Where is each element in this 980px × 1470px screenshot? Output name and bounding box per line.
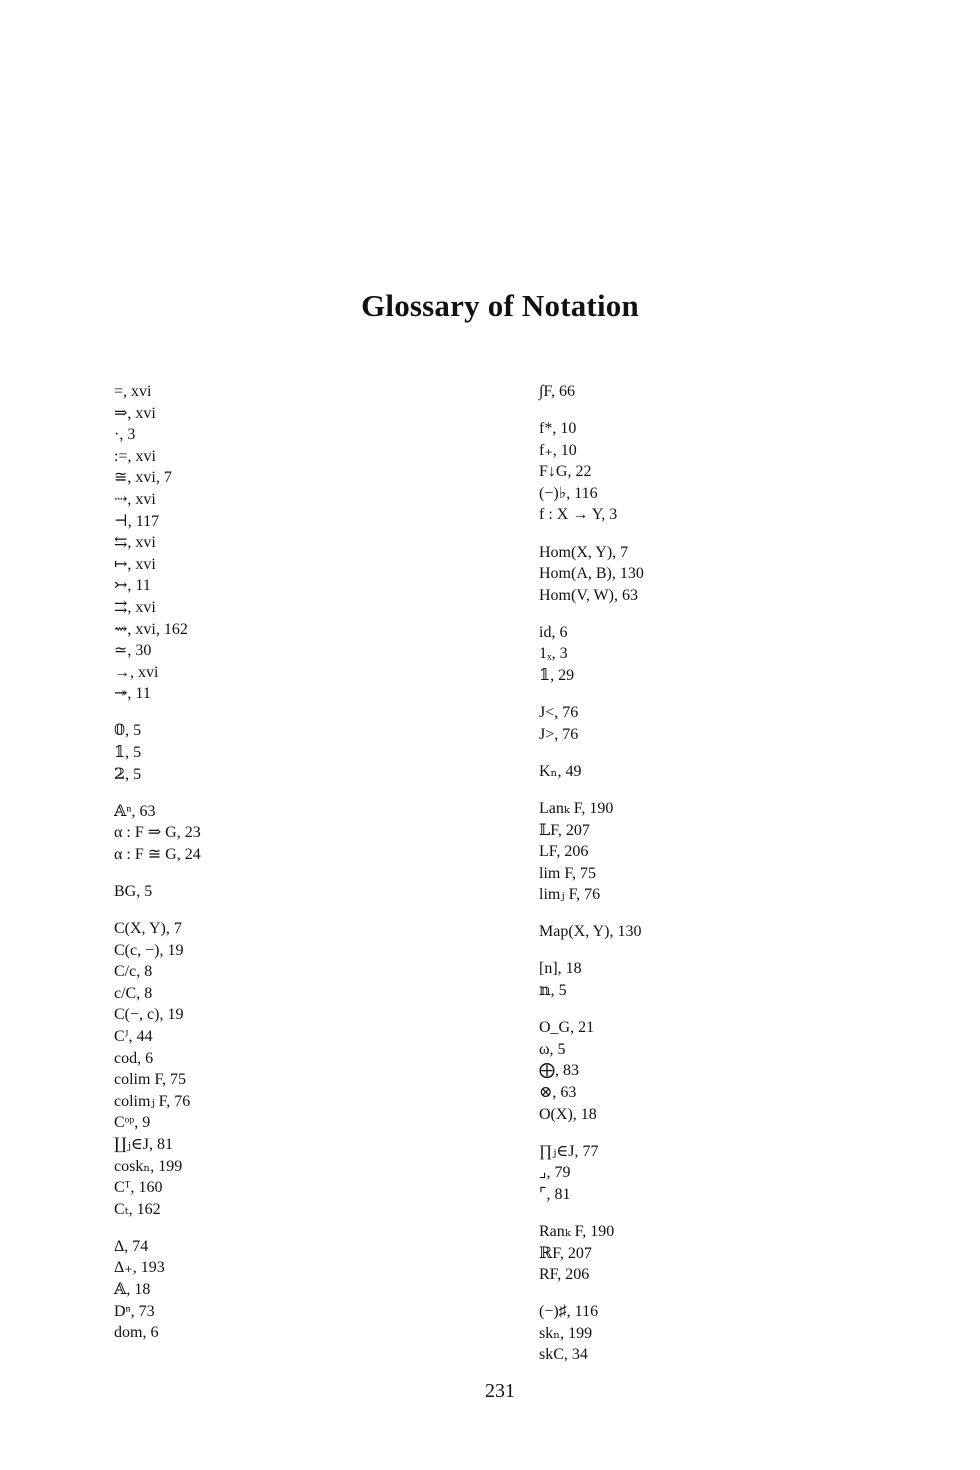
glossary-entry: 𝔸, 18 [114, 1281, 151, 1299]
glossary-entry: Δ₊, 193 [114, 1259, 165, 1277]
glossary-group [539, 622, 939, 687]
glossary-entry: Lanₖ F, 190 [539, 799, 614, 817]
glossary-left-column [114, 381, 514, 1359]
glossary-entry: ⇝, xvi, 162 [114, 620, 188, 638]
glossary-entry: 𝕃F, 207 [539, 821, 590, 839]
glossary-entry: C(−, c), 19 [114, 1006, 184, 1024]
glossary-entry: ↣, 11 [114, 577, 151, 595]
glossary-entry: Kₙ, 49 [539, 762, 582, 780]
glossary-group [539, 1221, 939, 1286]
glossary-entry: ⌜, 81 [539, 1185, 571, 1203]
glossary-entry: coskₙ, 199 [114, 1157, 183, 1175]
glossary-entry: Δ, 74 [114, 1237, 149, 1255]
glossary-entry: ∏ⱼ∈J, 77 [539, 1142, 599, 1160]
glossary-entry: Cₜ, 162 [114, 1200, 161, 1218]
glossary-entry: ⌟, 79 [539, 1164, 571, 1182]
glossary-entry: skₙ, 199 [539, 1324, 593, 1342]
glossary-entry: ∐ⱼ∈J, 81 [114, 1136, 174, 1153]
glossary-entry: RF, 206 [539, 1266, 590, 1284]
glossary-group [539, 798, 939, 906]
glossary-entry: α : F ≅ G, 24 [114, 845, 201, 863]
glossary-entry: c/C, 8 [114, 984, 153, 1002]
glossary-entry: BG, 5 [114, 882, 153, 900]
glossary-entry: O(X), 18 [539, 1105, 597, 1123]
glossary-group [539, 542, 939, 607]
glossary-entry: LF, 206 [539, 843, 589, 861]
glossary-entry: ≃, 30 [114, 642, 152, 660]
glossary-group [114, 881, 514, 903]
glossary-entry: f*, 10 [539, 420, 577, 438]
glossary-entry: ↦, xvi [114, 555, 156, 573]
glossary-group [539, 1301, 939, 1366]
glossary-entry: colimⱼ F, 76 [114, 1092, 191, 1110]
glossary-entry: Hom(A, B), 130 [539, 565, 644, 583]
glossary-group [539, 958, 939, 1001]
glossary-entry: =, xvi [114, 383, 152, 400]
glossary-entry: Ranₖ F, 190 [539, 1222, 615, 1240]
glossary-entry: ⊣, 117 [114, 512, 160, 530]
glossary-entry: O_G, 21 [539, 1019, 595, 1037]
glossary-group [539, 418, 939, 526]
glossary-group [539, 1017, 939, 1125]
glossary-entry: [n], 18 [539, 960, 582, 978]
page-title: Glossary of Notation [361, 288, 639, 323]
glossary-entry: Map(X, Y), 130 [539, 923, 642, 941]
glossary-entry: J˂, 76 [539, 704, 579, 722]
glossary-entry: (−)♭, 116 [539, 484, 598, 502]
glossary-group [114, 801, 514, 866]
glossary-entry: C(X, Y), 7 [114, 920, 182, 938]
glossary-group [114, 918, 514, 1220]
glossary-entry: skC, 34 [539, 1346, 588, 1364]
glossary-entry: ⇢, xvi [114, 490, 156, 508]
glossary-entry: ∫F, 66 [539, 383, 575, 400]
glossary-entry: ⇒, xvi [114, 404, 156, 422]
glossary-entry: limⱼ F, 76 [539, 886, 601, 904]
glossary-entry: (−)♯, 116 [539, 1303, 599, 1321]
glossary-entry: 1ₓ, 3 [539, 645, 568, 663]
glossary-entry: 𝟚, 5 [114, 765, 142, 783]
glossary-entry: Hom(X, Y), 7 [539, 543, 629, 561]
glossary-entry: Cᴶ, 44 [114, 1028, 153, 1046]
glossary-entry: 𝟙, 29 [539, 667, 575, 685]
glossary-entry: lim F, 75 [539, 864, 596, 882]
glossary-group [539, 702, 939, 745]
glossary-group [114, 1236, 514, 1344]
glossary-entry: id, 6 [539, 623, 568, 641]
glossary-entry: ⊗, 63 [539, 1083, 577, 1101]
glossary-entry: colim F, 75 [114, 1071, 187, 1089]
glossary-right-column [539, 381, 939, 1381]
glossary-entry: 𝔸ⁿ, 63 [114, 802, 156, 820]
glossary-entry: Cᵒᵖ, 9 [114, 1114, 151, 1132]
glossary-entry: ω, 5 [539, 1040, 566, 1058]
glossary-entry: cod, 6 [114, 1049, 154, 1067]
glossary-entry: α : F ⇒ G, 23 [114, 824, 201, 842]
glossary-entry: ℝF, 207 [539, 1244, 592, 1262]
glossary-entry: C/c, 8 [114, 963, 153, 981]
glossary-entry: →, xvi [114, 663, 159, 681]
glossary-entry: Dⁿ, 73 [114, 1302, 155, 1320]
glossary-entry: ⇉, xvi [114, 598, 156, 616]
glossary-entry: ⇆, xvi [114, 534, 156, 552]
glossary-entry: C(c, −), 19 [114, 941, 184, 959]
glossary-entry: ≅, xvi, 7 [114, 469, 172, 487]
glossary-group [539, 381, 939, 403]
glossary-group [114, 381, 514, 705]
glossary-group [114, 720, 514, 785]
glossary-entry: 𝟘, 5 [114, 722, 142, 740]
glossary-entry: f : X → Y, 3 [539, 506, 618, 524]
glossary-entry: Cᵀ, 160 [114, 1179, 163, 1197]
glossary-entry: ↠, 11 [114, 685, 151, 703]
glossary-entry: f₊, 10 [539, 441, 577, 459]
glossary-group [539, 761, 939, 783]
glossary-entry: ⨁, 83 [539, 1062, 579, 1080]
glossary-entry: J˃, 76 [539, 725, 579, 743]
glossary-group [539, 921, 939, 943]
glossary-entry: F↓G, 22 [539, 463, 592, 481]
page-number: 231 [485, 1380, 515, 1402]
glossary-entry: :=, xvi [114, 447, 156, 465]
glossary-entry: ·, 3 [114, 426, 136, 444]
glossary-entry: 𝟙, 5 [114, 744, 142, 761]
glossary-entry: Hom(V, W), 63 [539, 586, 638, 604]
glossary-entry: dom, 6 [114, 1324, 159, 1342]
glossary-entry: 𝕟, 5 [539, 982, 567, 1000]
glossary-group [539, 1141, 939, 1206]
